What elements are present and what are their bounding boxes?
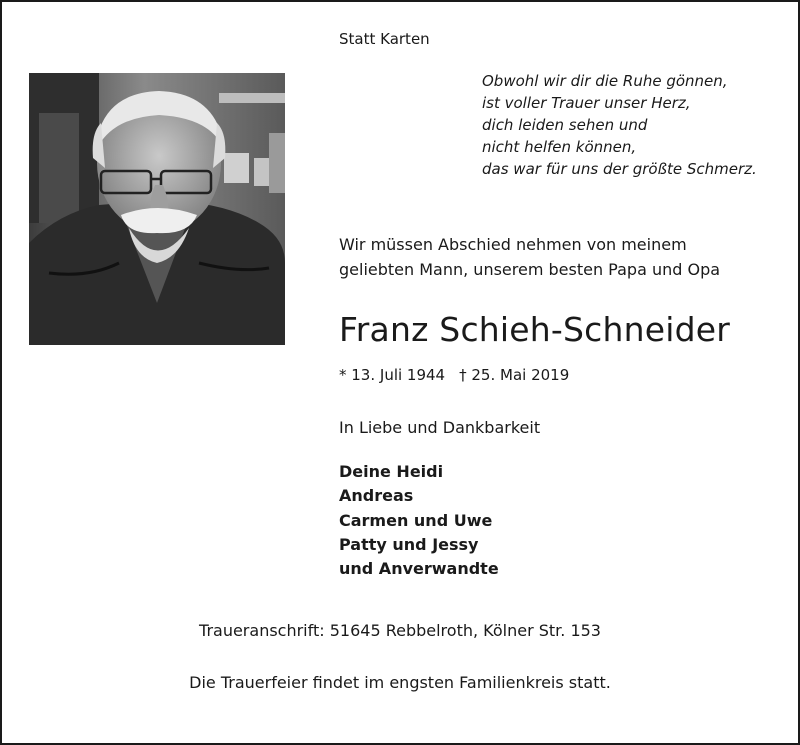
- intro-line: Wir müssen Abschied nehmen von meinem: [339, 235, 687, 254]
- poem-line: das war für uns der größte Schmerz.: [482, 160, 757, 178]
- closing-text: In Liebe und Dankbarkeit: [339, 418, 541, 437]
- intro-text: [339, 233, 720, 282]
- family-list: [339, 460, 499, 581]
- death-date: † 25. Mai 2019: [459, 366, 570, 384]
- mourning-address: Traueranschrift: 51645 Rebbelroth, Kölner Str. 153: [199, 621, 601, 640]
- poem-line: dich leiden sehen und: [482, 116, 648, 134]
- statt-karten-label: Statt Karten: [339, 30, 430, 48]
- poem: [482, 70, 757, 180]
- intro-line: geliebten Mann, unserem besten Papa und Opa: [339, 259, 721, 279]
- deceased-name: Franz Schieh-Schneider: [339, 310, 731, 349]
- family-member: Patty und Jessy: [339, 534, 479, 554]
- life-dates: [339, 366, 569, 384]
- portrait-photo: [29, 73, 285, 345]
- poem-line: Obwohl wir dir die Ruhe gönnen,: [482, 72, 728, 90]
- poem-line: ist voller Trauer unser Herz,: [482, 94, 691, 112]
- birth-date: * 13. Juli 1944: [339, 366, 446, 384]
- poem-line: nicht helfen können,: [482, 138, 637, 156]
- family-member: Carmen und Uwe: [339, 510, 493, 530]
- family-member: Andreas: [339, 486, 414, 506]
- ceremony-note: Die Trauerfeier findet im engsten Familienkreis statt.: [189, 673, 611, 692]
- family-member: Deine Heidi: [339, 462, 444, 481]
- family-member: und Anverwandte: [339, 559, 499, 579]
